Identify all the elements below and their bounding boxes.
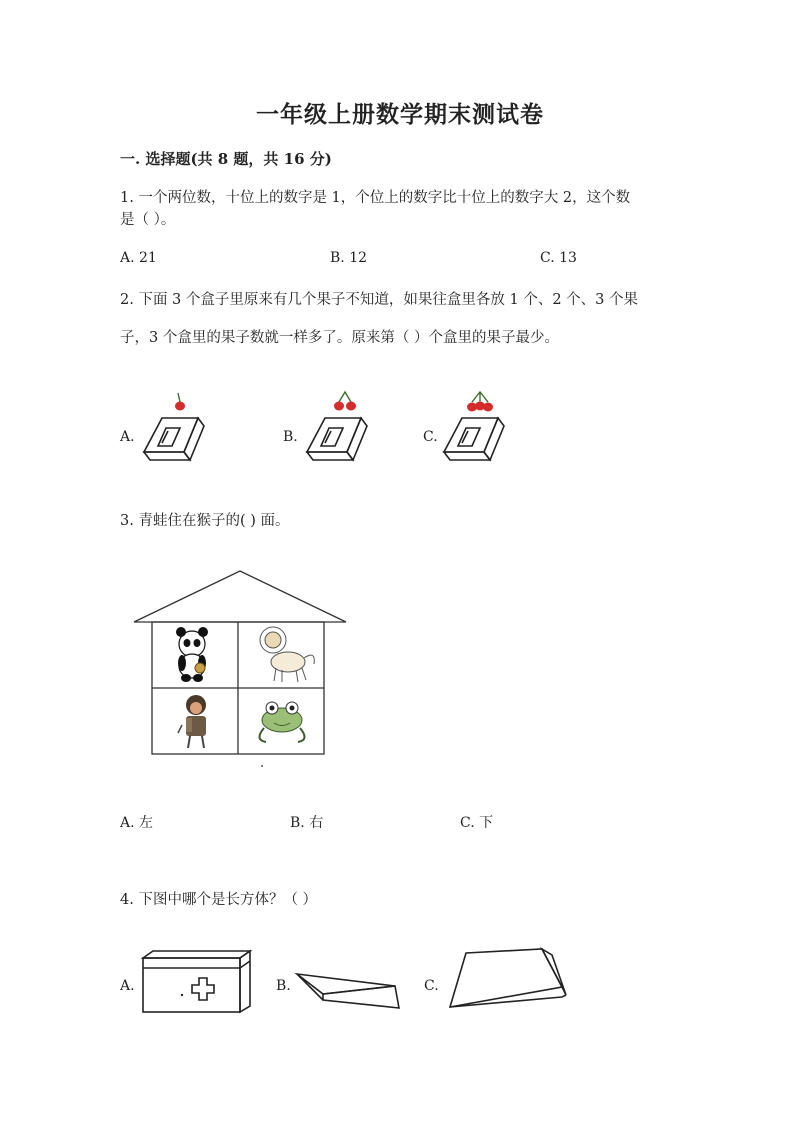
question-4-option-b[interactable]: B.	[276, 978, 291, 994]
medicine-box-image	[140, 948, 255, 1014]
lion-icon	[260, 627, 314, 682]
cherry-icon	[467, 392, 493, 412]
wedge-image	[293, 968, 403, 1018]
question-2-text-line1: 2. 下面 3 个盒子里原来有几个果子不知道，如果往盒里各放 1 个、2 个、3 个果	[120, 292, 638, 308]
question-4-text: 4. 下图中哪个是长方体？（ ）	[120, 892, 318, 908]
box-with-2-cherries-image	[303, 388, 373, 463]
cherry-icon	[175, 393, 185, 411]
question-4-option-c[interactable]: C.	[424, 978, 439, 994]
question-1-option-a[interactable]: A. 21	[120, 250, 157, 266]
question-3-option-b[interactable]: B. 右	[290, 815, 324, 831]
question-3-option-c[interactable]: C. 下	[460, 815, 494, 831]
frog-icon	[259, 702, 304, 742]
question-2-option-a[interactable]: A.	[120, 429, 135, 445]
question-1-text-line1: 1. 一个两位数，十位上的数字是 1，个位上的数字比十位上的数字大 2，这个数	[120, 190, 631, 206]
page-title: 一年级上册数学期末测试卷	[256, 101, 544, 128]
question-1-option-c[interactable]: C. 13	[540, 250, 577, 266]
question-3-option-a[interactable]: A. 左	[120, 815, 154, 831]
plus-icon	[192, 978, 214, 1000]
question-1-text-line2: 是（ ）。	[120, 212, 176, 228]
question-2-option-c[interactable]: C.	[423, 429, 438, 445]
animal-house-image	[130, 568, 350, 768]
trapezoid-prism-image	[446, 945, 571, 1010]
panda-icon	[176, 627, 208, 682]
question-2-option-b[interactable]: B.	[283, 429, 298, 445]
question-3-text: 3. 青蛙住在猴子的( ) 面。	[120, 513, 290, 529]
monkey-icon	[178, 695, 206, 748]
box-with-1-cherry-image	[140, 388, 210, 463]
section-heading: 一. 选择题(共 8 题，共 16 分)	[120, 150, 332, 168]
question-2-text-line2: 子，3 个盒里的果子数就一样多了。原来第（ ）个盒里的果子最少。	[120, 330, 559, 346]
question-1-option-b[interactable]: B. 12	[330, 250, 368, 266]
box-with-3-cherries-image	[440, 388, 510, 463]
question-4-option-a[interactable]: A.	[120, 978, 135, 994]
cherry-icon	[334, 392, 356, 411]
